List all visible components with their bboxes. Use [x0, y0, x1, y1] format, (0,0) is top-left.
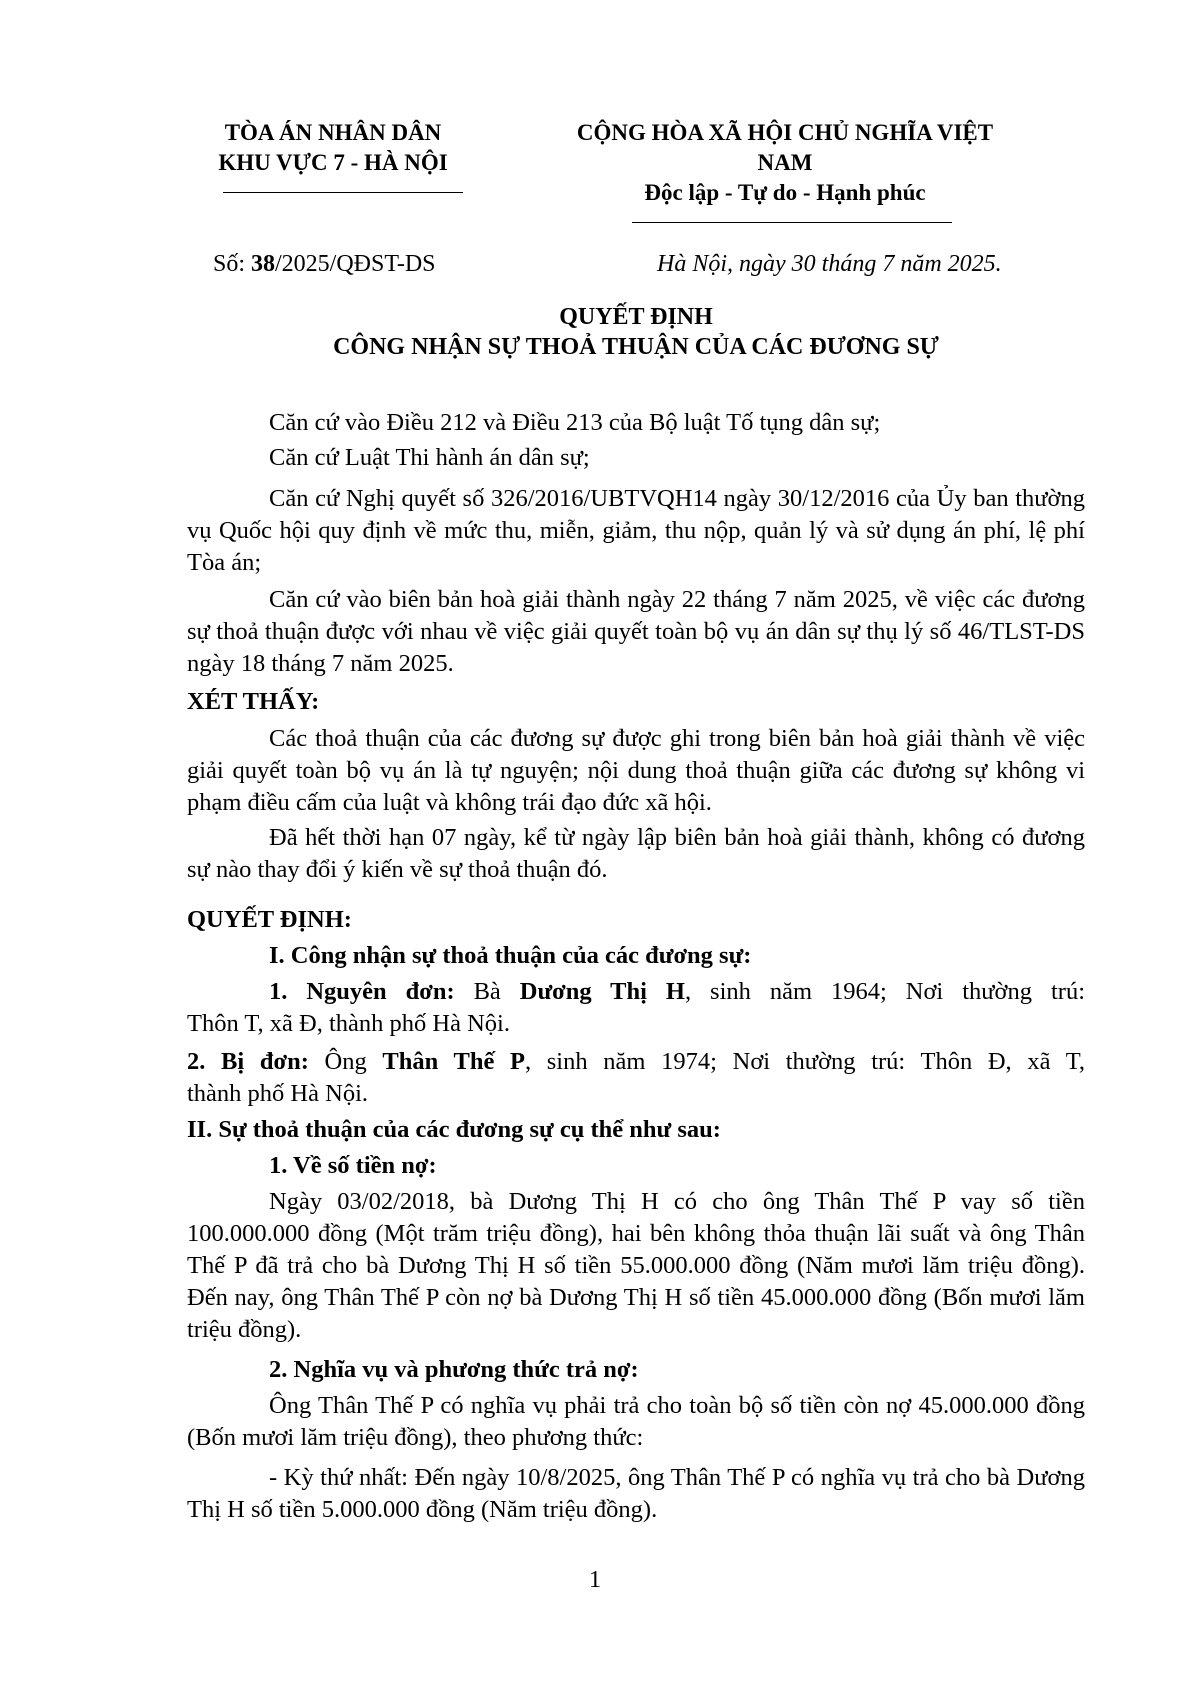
legal-basis-2: Căn cứ Luật Thi hành án dân sự; — [269, 444, 590, 471]
section-2-heading: II. Sự thoả thuận của các đương sự cụ thể như sau: — [187, 1116, 721, 1143]
court-name — [188, 118, 478, 178]
legal-basis-1: Căn cứ vào Điều 212 và Điều 213 của Bộ luật Tố tụng dân sự; — [269, 409, 881, 436]
debt-text: Ngày 03/02/2018, bà Dương Thị H có cho ông Thân Thế P vay số tiền 100.000.000 đồng (Một trăm triệu đồng), hai bên không thỏa thuận lãi suất và ông Thân Thế P đã trả cho bà Dương Thị H số tiền 55.000.000 đồng (Năm mươi lăm triệu đồng). Đến nay, ông Thân Thế P còn nợ bà Dương Thị H số tiền 45.000.000 đồng (Bốn mươi lăm triệu đồng). — [187, 1188, 1085, 1343]
plaintiff-title: Bà — [454, 978, 520, 1005]
document-title — [187, 302, 1085, 362]
debt-heading: 1. Về số tiền nợ: — [269, 1152, 437, 1179]
legal-basis-3: Căn cứ Nghị quyết số 326/2016/UBTVQH14 ngày 30/12/2016 của Ủy ban thường vụ Quốc hội quy định về mức thu, miễn, giảm, thu nộp, quản lý và sử dụng án phí, lệ phí Tòa án; — [187, 485, 1085, 576]
number-value: 38 — [251, 251, 276, 277]
plaintiff-line1 — [187, 976, 1085, 1008]
plaintiff-name: Dương Thị H — [519, 978, 685, 1005]
national-title-line1: CỘNG HÒA XÃ HỘI CHỦ NGHĨA VIỆT — [576, 120, 994, 145]
finding-2: Đã hết thời hạn 07 ngày, kể từ ngày lập biên bản hoà giải thành, không có đương sự nào thay đổi ý kiến về sự thoả thuận đó. — [187, 824, 1085, 883]
defendant-line1 — [187, 1046, 1085, 1078]
defendant-name: Thân Thế P — [382, 1048, 525, 1075]
installment-1: - Kỳ thứ nhất: Đến ngày 10/8/2025, ông Thân Thế P có nghĩa vụ trả cho bà Dương Thị H số tiền 5.000.000 đồng (Năm triệu đồng). — [187, 1464, 1085, 1523]
defendant-label: 2. Bị đơn: — [187, 1048, 309, 1075]
number-suffix: /2025/QĐST-DS — [275, 251, 436, 277]
plaintiff-label: 1. Nguyên đơn: — [269, 978, 455, 1005]
title-line1: QUYẾT ĐỊNH — [559, 304, 713, 330]
defendant-line2: thành phố Hà Nội. — [187, 1080, 368, 1107]
number-prefix: Số: — [213, 251, 252, 277]
legal-basis-4: Căn cứ vào biên bản hoà giải thành ngày 22 tháng 7 năm 2025, về việc các đương sự thoả thuận được với nhau về việc giải quyết toàn bộ vụ án dân sự thụ lý số 46/TLST-DS ngày 18 tháng 7 năm 2025. — [187, 586, 1085, 677]
defendant-title: Ông — [308, 1048, 383, 1075]
finding-1: Các thoả thuận của các đương sự được ghi trong biên bản hoà giải thành về việc giải quyết toàn bộ vụ án là tự nguyện; nội dung thoả thuận giữa các đương sự không vi phạm điều cấm của luật và không trái đạo đức xã hội. — [187, 725, 1085, 816]
document-number — [213, 248, 436, 280]
court-name-line1: TÒA ÁN NHÂN DÂN — [224, 120, 442, 145]
motto: Độc lập - Tự do - Hạnh phúc — [644, 180, 926, 205]
defendant-details: , sinh năm 1974; Nơi thường trú: Thôn Đ, xã T, — [524, 1048, 1085, 1075]
national-title-line2: NAM — [757, 150, 813, 175]
court-name-line2: KHU VỰC 7 - HÀ NỘI — [218, 150, 448, 175]
plaintiff-details: , sinh năm 1964; Nơi thường trú: — [684, 978, 1085, 1005]
motto-underline — [632, 222, 952, 223]
plaintiff-line2: Thôn T, xã Đ, thành phố Hà Nội. — [187, 1010, 510, 1037]
findings-heading: XÉT THẤY: — [187, 688, 320, 715]
title-line2: CÔNG NHẬN SỰ THOẢ THUẬN CỦA CÁC ĐƯƠNG SỰ — [333, 334, 939, 360]
section-1-heading: I. Công nhận sự thoả thuận của các đương sự: — [269, 942, 752, 969]
obligation-text: Ông Thân Thế P có nghĩa vụ phải trả cho toàn bộ số tiền còn nợ 45.000.000 đồng (Bốn mươi lăm triệu đồng), theo phương thức: — [187, 1392, 1085, 1451]
place-date: Hà Nội, ngày 30 tháng 7 năm 2025. — [657, 251, 1002, 277]
national-title — [525, 118, 1045, 208]
court-underline — [223, 192, 463, 193]
page-number: 1 — [588, 1566, 602, 1593]
obligation-heading: 2. Nghĩa vụ và phương thức trả nợ: — [269, 1356, 639, 1383]
decision-heading: QUYẾT ĐỊNH: — [187, 906, 352, 933]
